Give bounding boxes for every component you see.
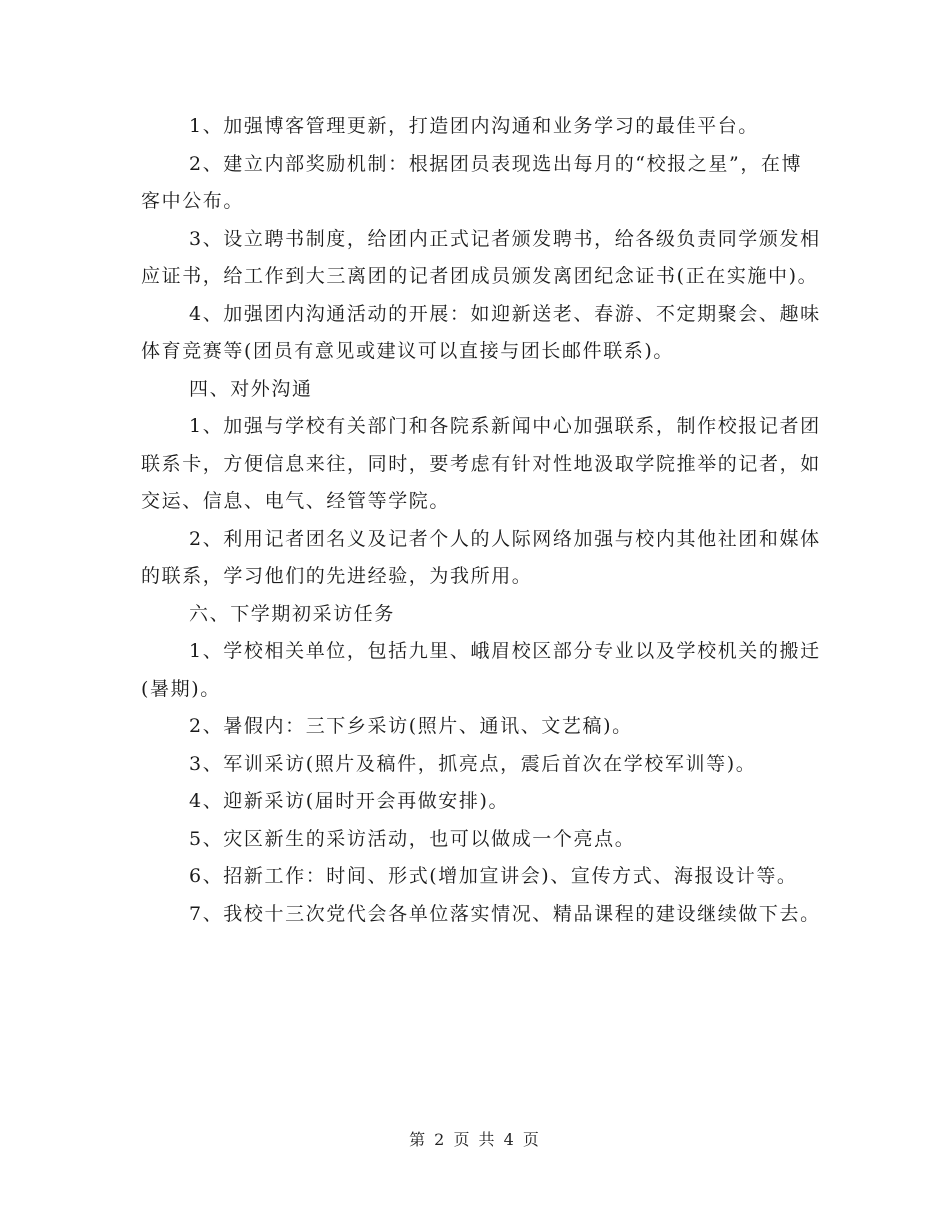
- paragraph-personal-network: 2、利用记者团名义及记者个人的人际网络加强与校内其他社团和媒体的联系，学习他们的先进经验，为我所用。: [141, 527, 821, 587]
- task-item-relocation: 1、学校相关单位，包括九里、峨眉校区部分专业以及学校机关的搬迁(暑期)。: [141, 640, 821, 700]
- paragraph-appointment-system: 3、设立聘书制度，给团内正式记者颁发聘书，给各级负责同学颁发相应证书，给工作到大三离团的记者团成员颁发离团纪念证书(正在实施中)。: [141, 227, 821, 287]
- paragraph-internal-activities: 4、加强团内沟通活动的开展：如迎新送老、春游、不定期聚会、趣味体育竞赛等(团员有意见或建议可以直接与团长邮件联系)。: [141, 302, 821, 362]
- task-item-summer: 2、暑假内：三下乡采访(照片、通讯、文艺稿)。: [189, 715, 633, 737]
- section-heading-interview-tasks: 六、下学期初采访任务: [189, 602, 396, 625]
- document-body: [141, 108, 821, 933]
- task-item-party-congress: 7、我校十三次党代会各单位落实情况、精品课程的建设继续做下去。: [189, 902, 821, 925]
- section-heading-external-communication: 四、对外沟通: [189, 377, 313, 400]
- task-item-freshmen: 4、迎新采访(届时开会再做安排)。: [189, 790, 510, 812]
- task-item-military-training: 3、军训采访(照片及稿件，抓亮点，震后首次在学校军训等)。: [189, 752, 757, 775]
- paragraph-blog-management: 1、加强博客管理更新，打造团内沟通和业务学习的最佳平台。: [189, 115, 759, 137]
- paragraph-school-liaison: 1、加强与学校有关部门和各院系新闻中心加强联系，制作校报记者团联系卡，方便信息来往，同时，要考虑有针对性地汲取学院推举的记者，如交运、信息、电气、经管等学院。: [141, 415, 821, 512]
- task-item-disaster-area: 5、灾区新生的采访活动，也可以做成一个亮点。: [189, 827, 636, 850]
- paragraph-reward-mechanism: 2、建立内部奖励机制：根据团员表现选出每月的“校报之星”，在博客中公布。: [141, 152, 803, 212]
- page-footer: 第 2 页 共 4 页: [409, 1130, 541, 1149]
- task-item-recruitment: 6、招新工作：时间、形式(增加宣讲会)、宣传方式、海报设计等。: [189, 865, 798, 887]
